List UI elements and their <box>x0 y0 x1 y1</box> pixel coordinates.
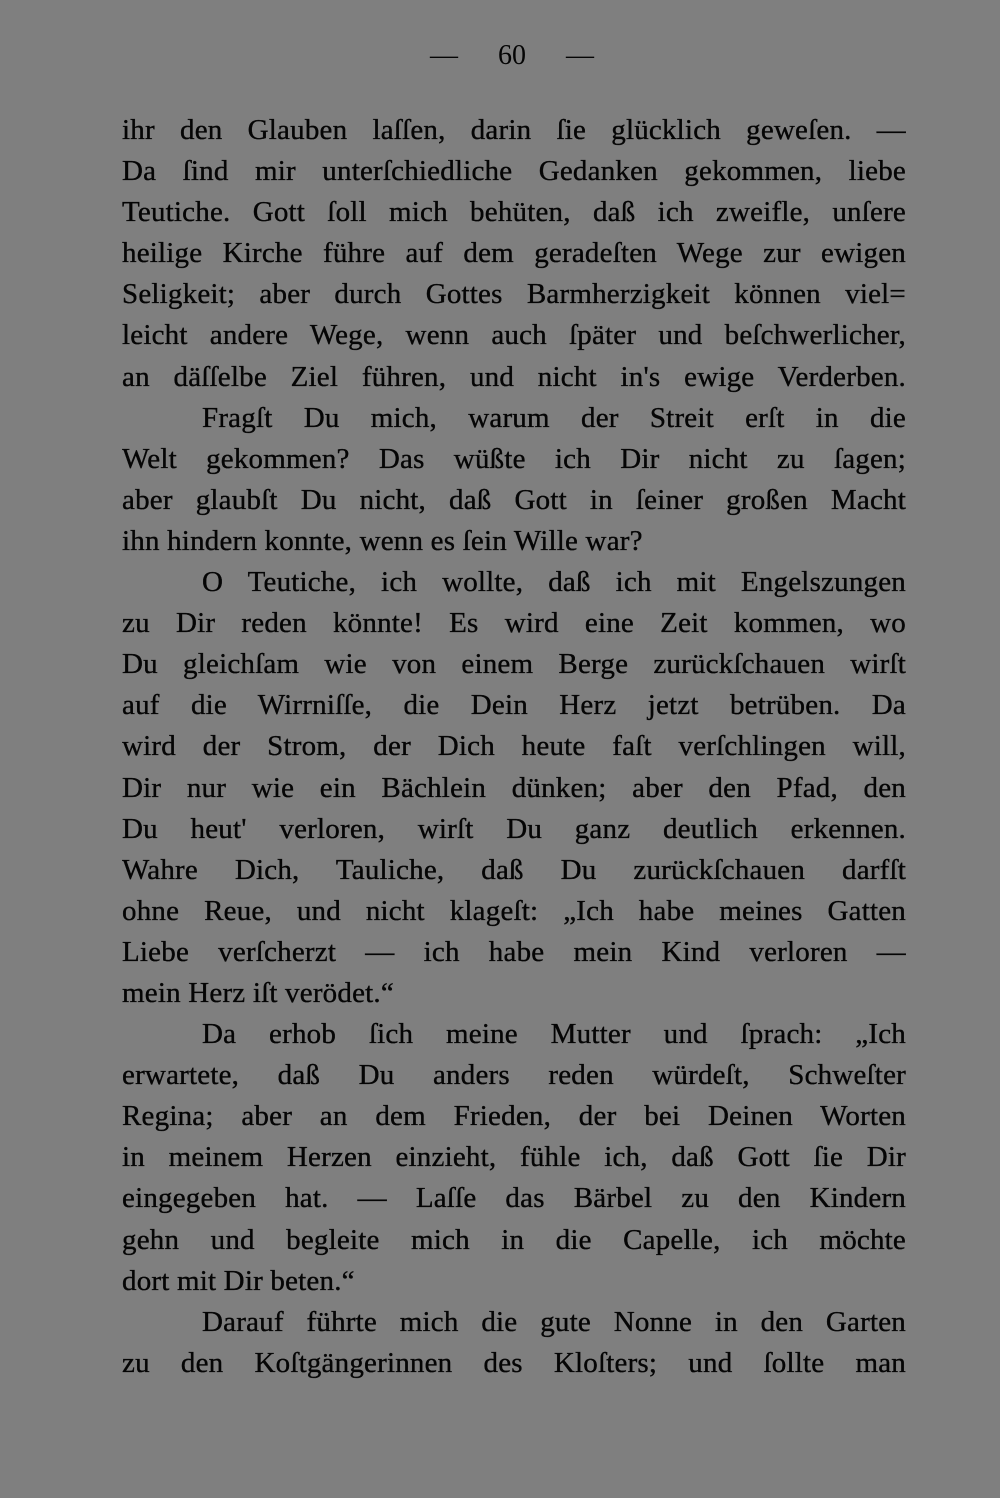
text-line: eingegeben hat. — Laſſe das Bärbel zu den Kindern <box>122 1182 906 1215</box>
page-number: 60 <box>498 40 526 71</box>
text-line: leicht andere Wege, wenn auch ſpäter und beſchwerlicher, <box>122 319 906 352</box>
text-line: wird der Strom, der Dich heute faſt verſchlingen will, <box>122 730 906 763</box>
text-line: Fragſt Du mich, warum der Streit erſt in die <box>202 401 906 434</box>
text-line: ihr den Glauben laſſen, darin ſie glücklich geweſen. — <box>122 114 906 146</box>
header-dash-right: — <box>566 40 594 71</box>
text-line: O Teutiche, ich wollte, daß ich mit Engelszungen <box>202 566 906 599</box>
text-line: in meinem Herzen einzieht, fühle ich, daß Gott ſie Dir <box>122 1141 906 1174</box>
text-line: Seligkeit; aber durch Gottes Barmherzigkeit können viel= <box>122 278 906 311</box>
text-line: Teutiche. Gott ſoll mich behüten, daß ich zweifle, unſere <box>122 196 906 229</box>
text-line: Du heut' verloren, wirſt Du ganz deutlich erkennen. <box>122 812 906 845</box>
text-line: Welt gekommen? Das wüßte ich Dir nicht zu ſagen; <box>122 442 906 475</box>
text-line: Darauf führte mich die gute Nonne in den Garten <box>202 1305 906 1338</box>
text-line: Dir nur wie ein Bächlein dünken; aber den Pfad, den <box>122 771 906 804</box>
page-header <box>0 36 1000 76</box>
text-line: ohne Reue, und nicht klageſt: „Ich habe meines Gatten <box>122 894 906 927</box>
text-line: Du gleichſam wie von einem Berge zurückſchauen wirſt <box>122 648 906 681</box>
text-line: zu den Koſtgängerinnen des Kloſters; und ſollte man <box>122 1346 906 1379</box>
text-line: heilige Kirche führe auf dem geradeſten Wege zur ewigen <box>122 237 906 270</box>
header-dash-left: — <box>430 40 458 71</box>
text-line: erwartete, daß Du anders reden würdeſt, Schweſter <box>122 1059 906 1092</box>
text-line: auf die Wirrniſſe, die Dein Herz jetzt betrüben. Da <box>122 689 906 722</box>
text-line: gehn und begleite mich in die Capelle, ich möchte <box>122 1223 906 1256</box>
text-line: mein Herz iſt verödet.“ <box>122 976 394 1009</box>
text-line: dort mit Dir beten.“ <box>122 1264 355 1297</box>
text-line: Regina; aber an dem Frieden, der bei Deinen Worten <box>122 1100 906 1133</box>
text-line: an däſſelbe Ziel führen, und nicht in's ewige Verderben. <box>122 360 906 393</box>
text-line: ihn hindern konnte, wenn es ſein Wille war? <box>122 524 643 557</box>
text-line: Liebe verſcherzt — ich habe mein Kind verloren — <box>122 935 906 968</box>
text-line: aber glaubſt Du nicht, daß Gott in ſeiner großen Macht <box>122 483 906 516</box>
text-line: Da ſind mir unterſchiedliche Gedanken gekommen, liebe <box>122 155 906 188</box>
page-body <box>122 110 906 1384</box>
text-line: Da erhob ſich meine Mutter und ſprach: „Ich <box>202 1018 906 1051</box>
text-line: Wahre Dich, Tauliche, daß Du zurückſchauen darfſt <box>122 853 906 886</box>
text-line: zu Dir reden könnte! Es wird eine Zeit kommen, wo <box>122 607 906 640</box>
